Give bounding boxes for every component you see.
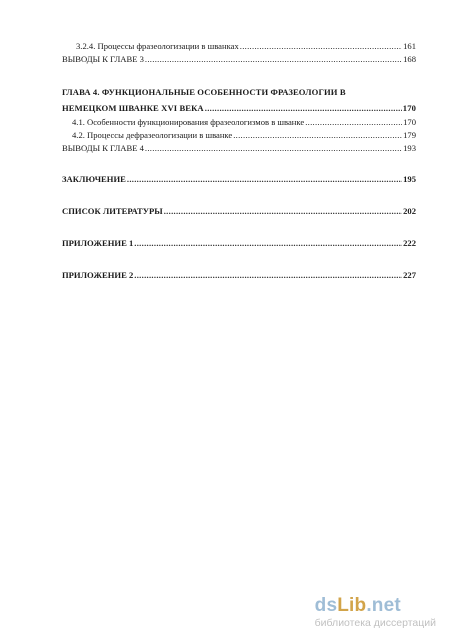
chapter-4-title-line2-row [62, 100, 416, 116]
toc-leader-dots [134, 237, 402, 250]
toc-entry-page: 168 [403, 54, 416, 64]
toc-entry-title: 4.1. Особенности функционирования фразеологизмов в шванке [72, 117, 305, 127]
toc-entry-page: 227 [403, 270, 416, 280]
toc-entry-conclusions-ch3 [62, 53, 416, 66]
toc-leader-dots [134, 269, 402, 282]
toc-leader-dots [233, 129, 402, 142]
toc-leader-dots [305, 116, 402, 129]
toc-entry-page: 179 [403, 130, 416, 140]
toc-entry-title: ЗАКЛЮЧЕНИЕ [62, 174, 126, 184]
toc-entry-references [62, 205, 416, 218]
toc-entry-title: ВЫВОДЫ К ГЛАВЕ 3 [62, 54, 144, 64]
chapter-4-title-line1: ГЛАВА 4. ФУНКЦИОНАЛЬНЫЕ ОСОБЕННОСТИ ФРАЗЕОЛОГИИ В [62, 87, 346, 97]
toc-entry-page: 202 [403, 206, 416, 216]
toc-leader-dots [127, 173, 402, 186]
table-of-contents [62, 40, 416, 282]
chapter-4-title-line2: НЕМЕЦКОМ ШВАНКЕ XVI ВЕКА [62, 103, 204, 113]
dslib-subtitle: библиотека диссертаций [314, 617, 436, 629]
toc-leader-dots [145, 142, 402, 155]
toc-entry-conclusions-ch4 [62, 142, 416, 155]
toc-entry-title: ВЫВОДЫ К ГЛАВЕ 4 [62, 143, 144, 153]
toc-entry-appendix-2 [62, 269, 416, 282]
toc-leader-dots [205, 100, 402, 116]
toc-entry-title: ПРИЛОЖЕНИЕ 2 [62, 270, 134, 280]
toc-entry-page: 222 [403, 238, 416, 248]
toc-entry-page: 170 [403, 117, 416, 127]
toc-leader-dots [240, 40, 402, 53]
toc-entry-page: 161 [403, 41, 416, 51]
toc-entry-conclusion [62, 173, 416, 186]
dslib-logo: dsLib.net [314, 595, 401, 616]
toc-entry-page: 193 [403, 143, 416, 153]
toc-entry-4-2 [62, 129, 416, 142]
toc-entry-title: 3.2.4. Процессы фразеологизации в шванках [76, 41, 239, 51]
toc-entry-page: 195 [403, 174, 416, 184]
toc-entry-3-2-4 [62, 40, 416, 53]
dslib-watermark [315, 596, 436, 629]
toc-entry-title: ПРИЛОЖЕНИЕ 1 [62, 238, 134, 248]
toc-entry-4-1 [62, 116, 416, 129]
toc-entry-page: 170 [402, 103, 416, 113]
toc-leader-dots [164, 205, 402, 218]
toc-entry-appendix-1 [62, 237, 416, 250]
toc-entry-title: 4.2. Процессы дефразеологизации в шванке [72, 130, 233, 140]
toc-chapter-4 [62, 84, 416, 116]
toc-entry-title: СПИСОК ЛИТЕРАТУРЫ [62, 206, 163, 216]
toc-leader-dots [145, 53, 402, 66]
